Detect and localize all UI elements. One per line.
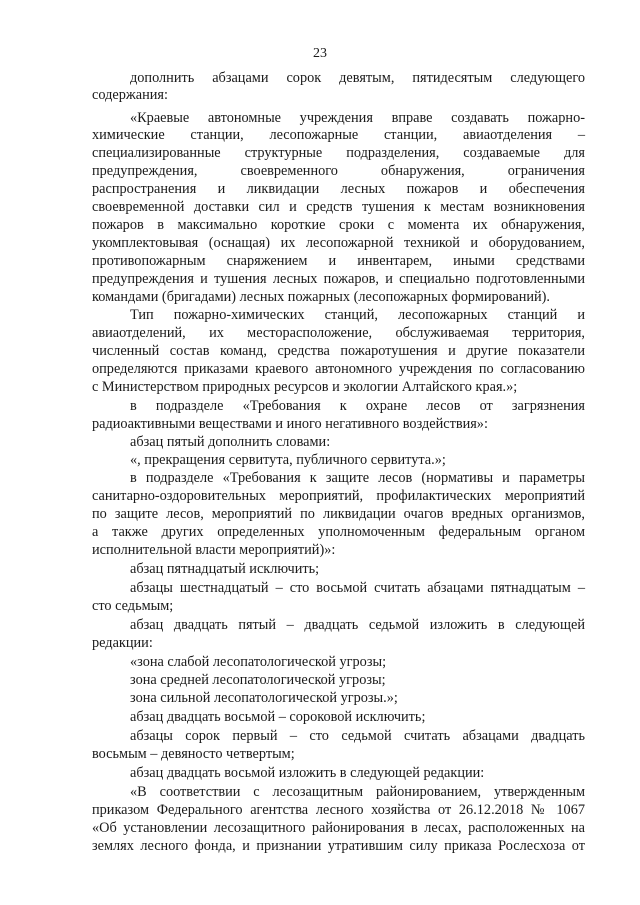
text-line: «зона слабой лесопатологической угрозы; (130, 654, 387, 670)
text-line: исполнительной власти мероприятий)»: (92, 542, 336, 558)
text-line: абзац двадцать восьмой изложить в следующей редакции: (130, 765, 485, 781)
text-line: «, прекращения сервитута, публичного сервитута.»; (130, 452, 446, 468)
page-number: 23 (313, 46, 327, 61)
text-line: распространения и ликвидации лесных пожаров и обеспечения (92, 181, 585, 197)
text-line: авиаотделений, их месторасположение, обслуживаемая территория, (92, 325, 585, 341)
text-line: по защите лесов, мероприятий по ликвидации очагов вредных организмов, (92, 506, 585, 522)
text-line: химические станции, лесопожарные станции, авиаотделения – (92, 127, 585, 143)
text-line: специализированные структурные подразделения, создаваемые для (92, 145, 585, 161)
text-line: содержания: (92, 87, 168, 103)
text-line: Тип пожарно-химических станций, лесопожарных станций и (130, 307, 585, 323)
text-line: численный состав команд, средства пожаротушения и другие показатели (92, 343, 585, 359)
text-line: «Краевые автономные учреждения вправе создавать пожарно- (130, 110, 585, 126)
text-line: «В соответствии с лесозащитным районированием, утвержденным (130, 784, 585, 800)
text-line: санитарно-оздоровительных мероприятий, профилактических мероприятий (92, 488, 585, 504)
text-line: своевременной доставки сил и средств тушения к местам возникновения (92, 199, 585, 215)
text-line: абзац пятнадцатый исключить; (130, 561, 320, 577)
text-line: восьмым – девяносто четвертым; (92, 746, 295, 762)
text-line: укомплектовывая (оснащая) их лесопожарной техникой и оборудованием, (92, 235, 585, 251)
text-line: сто седьмым; (92, 598, 174, 614)
text-line: определяются приказами краевого автономного учреждения по согласованию (92, 361, 585, 377)
text-line: приказом Федерального агентства лесного хозяйства от 26.12.2018 № 1067 (92, 802, 585, 818)
text-line: а также других определенных уполномоченным федеральным органом (92, 524, 585, 540)
text-line: командами (бригадами) лесных пожарных (лесопожарных формирований). (92, 289, 551, 305)
text-line: абзац пятый дополнить словами: (130, 434, 331, 450)
text-line: абзацы шестнадцатый – сто восьмой считать абзацами пятнадцатым – (130, 580, 585, 596)
text-line: предупреждения и тушения лесных пожаров, и специально подготовленными (92, 271, 585, 287)
text-line: предупреждения, своевременного обнаружения, ограничения (92, 163, 585, 179)
text-line: с Министерством природных ресурсов и экологии Алтайского края.»; (92, 379, 518, 395)
text-line: в подразделе «Требования к охране лесов от загрязнения (130, 398, 585, 414)
text-line: абзац двадцать восьмой – сороковой исключить; (130, 709, 426, 725)
text-line: пожаров в максимально короткие сроки с момента их обнаружения, (92, 217, 585, 233)
text-line: «Об установлении лесозащитного районирования в лесах, расположенных на (92, 820, 585, 836)
text-line: редакции: (92, 635, 153, 651)
text-line: абзац двадцать пятый – двадцать седьмой изложить в следующей (130, 617, 585, 633)
text-line: в подразделе «Требования к защите лесов (нормативы и параметры (130, 470, 585, 486)
text-line: землях лесного фонда, и признании утратившим силу приказа Рослесхоза от (92, 838, 585, 854)
text-line: дополнить абзацами сорок девятым, пятидесятым следующего (130, 70, 585, 86)
text-line: зона сильной лесопатологической угрозы.»; (130, 690, 398, 706)
text-line: абзацы сорок первый – сто седьмой считать абзацами двадцать (130, 728, 585, 744)
text-line: радиоактивными веществами и иного негативного воздействия»: (92, 416, 488, 432)
text-line: зона средней лесопатологической угрозы; (130, 672, 386, 688)
text-line: противопожарным снаряжением и инвентарем, иными средствами (92, 253, 585, 269)
